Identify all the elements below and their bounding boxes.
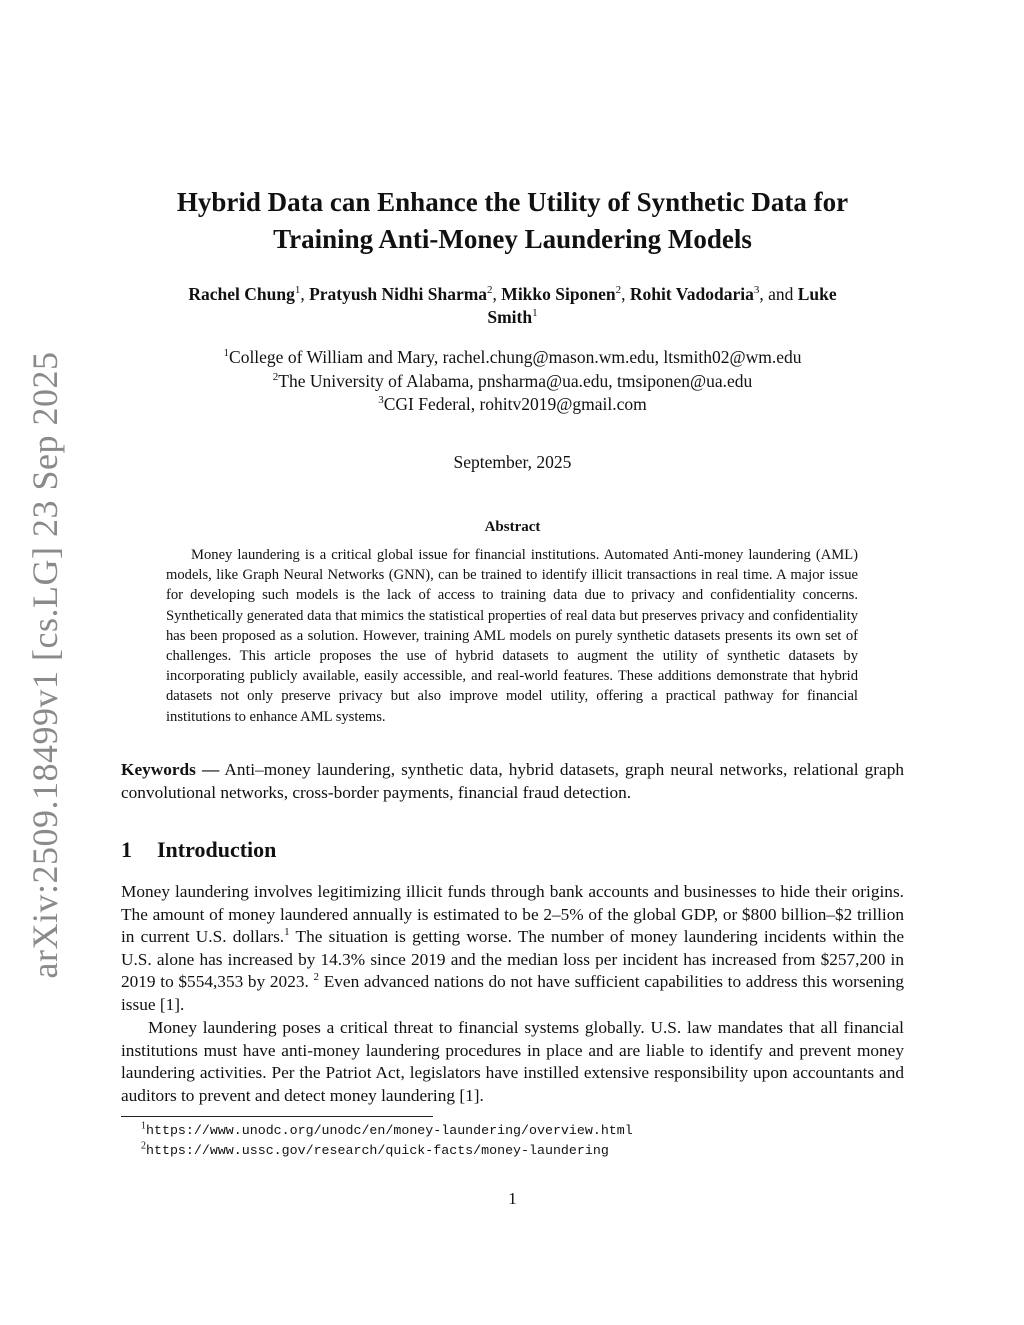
arxiv-identifier-stamp: arXiv:2509.18499v1 [cs.LG] 23 Sep 2025	[25, 351, 65, 979]
intro-paragraph-2: Money laundering poses a critical threat to financial systems globally. U.S. law mandates that all financial institutions must have anti-money laundering procedures in place and are liable to identify and prevent money laundering activities. Per the Patriot Act, legislators have instilled extensive responsibility upon accountants and auditors to prevent and detect money laundering [1].	[121, 1018, 904, 1105]
footnote-divider	[121, 1116, 433, 1117]
section-title: Introduction	[157, 837, 277, 862]
author-affil-mark: 1	[532, 307, 538, 320]
affiliation-text: CGI Federal, rohitv2019@gmail.com	[383, 394, 647, 414]
footnote-url[interactable]: https://www.unodc.org/unodc/en/money-laundering/overview.html	[146, 1123, 633, 1138]
author-separator: ,	[300, 284, 310, 304]
section-heading	[121, 835, 276, 865]
publication-date: September, 2025	[453, 452, 572, 472]
keywords	[121, 759, 904, 804]
author-affil-mark: 2	[615, 284, 622, 297]
author-list	[121, 283, 904, 329]
title-line-2: Training Anti-Money Laundering Models	[273, 224, 752, 254]
footnotes	[141, 1121, 633, 1161]
author-affil-mark: 3	[753, 284, 760, 297]
abstract-text: Money laundering is a critical global issue for financial institutions. Automated Anti-money laundering (AML) models, like Graph Neural Networks (GNN), can be trained to identify illicit transactions in real time. A major issue for developing such models is the lack of access to training data due to privacy and confidentiality concerns. Synthetically generated data that mimics the statistical properties of real data but preserves privacy and confidentiality has been proposed as a solution. However, training AML models on purely synthetic datasets presents its own set of challenges. This article proposes the use of hybrid datasets to augment the utility of synthetic datasets by incorporating publicly available, easily accessible, and real-world features. These additions demonstrate that hybrid datasets not only preserve privacy but also improve model utility, offering a practical pathway for financial institutions to enhance AML systems.	[166, 547, 858, 725]
paper-title	[121, 184, 904, 258]
keywords-text: Anti–money laundering, synthetic data, hybrid datasets, graph neural networks, relational graph convolutional networks, cross-border payments, financial fraud detection.	[121, 760, 905, 802]
author-separator: ,	[492, 284, 502, 304]
affiliation-number: 2	[272, 370, 279, 383]
author-name: Pratyush Nidhi Sharma	[309, 284, 488, 304]
paragraph-text: The situation is getting worse. The number of money laundering incidents within the U.S. alone has increased by 14.3% since 2019 and the median loss per incident has increased from $257,200 in 2019 to $554,353 by 2023.	[121, 927, 905, 992]
author-name: Luke	[797, 284, 837, 304]
author-name: Mikko Siponen	[501, 284, 616, 304]
section-number: 1	[121, 837, 132, 862]
title-line-1: Hybrid Data can Enhance the Utility of Synthetic Data for	[176, 187, 849, 217]
keywords-label: Keywords —	[121, 760, 220, 779]
author-name: Rachel Chung	[188, 284, 295, 304]
footnote-ref[interactable]: 1	[284, 926, 290, 939]
affiliation-line	[121, 393, 904, 417]
author-name: Rohit Vadodaria	[629, 284, 754, 304]
intro-paragraph-1	[121, 881, 904, 1017]
paragraph-text: Even advanced nations do not have sufficient capabilities to address this worsening issue [1].	[121, 972, 905, 1014]
author-affil-mark: 2	[487, 284, 493, 297]
footnote	[141, 1141, 633, 1161]
footnote-number: 1	[141, 1120, 146, 1132]
abstract-heading: Abstract	[484, 519, 541, 535]
footnote	[141, 1121, 633, 1141]
footnote-number: 2	[141, 1140, 146, 1152]
footnote-ref[interactable]: 2	[313, 971, 320, 984]
page-number: 1	[508, 1189, 517, 1208]
footnote-url[interactable]: https://www.ussc.gov/research/quick-facts/money-laundering	[146, 1143, 609, 1158]
author-line-2	[121, 306, 904, 329]
affiliation-number: 3	[378, 394, 384, 407]
author-separator: ,	[621, 284, 630, 304]
affiliation-text: The University of Alabama, pnsharma@ua.edu, tmsiponen@ua.edu	[278, 370, 753, 391]
paragraph-text: Money laundering involves legitimizing illicit funds through bank accounts and businesses to hide their origins. The amount of money laundered annually is estimated to be 2–5% of the global GDP, or $800 billion–$2 trillion in current U.S. dollars.	[121, 882, 904, 947]
affiliations	[121, 346, 904, 417]
affiliation-text: College of William and Mary, rachel.chung@mason.wm.edu, ltsmith02@wm.edu	[229, 347, 802, 367]
author-separator: , and	[759, 284, 798, 304]
author-line-1	[121, 283, 904, 306]
affiliation-number: 1	[223, 347, 230, 360]
author-name: Smith	[487, 307, 533, 327]
author-affil-mark: 1	[294, 284, 301, 297]
affiliation-line	[121, 370, 904, 394]
affiliation-line	[121, 346, 904, 370]
